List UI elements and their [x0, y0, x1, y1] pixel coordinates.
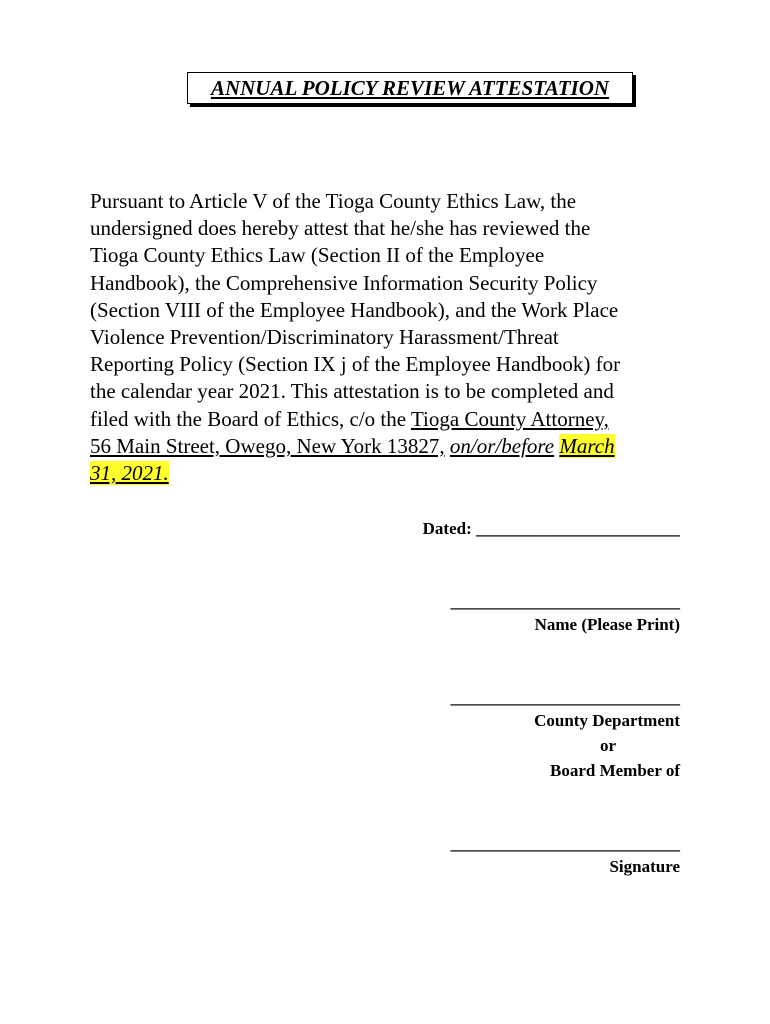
paragraph-line: the calendar year 2021. This attestation is to be completed and: [90, 379, 614, 404]
department-field: [451, 688, 681, 783]
document-title: ANNUAL POLICY REVIEW ATTESTATION: [210, 75, 610, 100]
or-label: or: [599, 736, 616, 755]
dated-field: [423, 516, 680, 541]
department-label: County Department: [534, 711, 680, 730]
title-box: [187, 72, 633, 104]
name-field: [451, 592, 681, 637]
deadline-text: on/or/before: [449, 433, 555, 458]
paragraph-line: [90, 433, 680, 460]
paragraph-line: Reporting Policy (Section IX j of the Employee Handbook) for: [90, 352, 621, 377]
dated-label[interactable]: Dated: ________________________: [422, 519, 680, 538]
paragraph-text: filed with the Board of Ethics, c/o the: [90, 406, 411, 431]
paragraph-line: Violence Prevention/Discriminatory Harassment/Threat: [90, 325, 559, 350]
deadline-date: March: [559, 433, 615, 458]
attestation-paragraph: [90, 188, 680, 487]
signature-line[interactable]: ___________________________: [450, 834, 680, 853]
deadline-date: 31, 2021.: [90, 461, 169, 486]
name-line[interactable]: ___________________________: [450, 592, 680, 611]
paragraph-line: Tioga County Ethics Law (Section II of the Employee: [90, 243, 545, 268]
paragraph-line: (Section VIII of the Employee Handbook), and the Work Place: [90, 297, 619, 322]
name-label: Name (Please Print): [534, 615, 680, 634]
paragraph-line: [90, 406, 680, 433]
department-line[interactable]: ___________________________: [450, 688, 680, 707]
attorney-reference: Tioga County Attorney,: [410, 406, 609, 431]
paragraph-line: undersigned does hereby attest that he/she has reviewed the: [90, 216, 591, 241]
paragraph-line: Handbook), the Comprehensive Information Security Policy: [90, 270, 598, 295]
signature-field: [451, 834, 681, 879]
signature-label: Signature: [609, 857, 680, 876]
board-member-label: Board Member of: [550, 761, 680, 780]
paragraph-line: Pursuant to Article V of the Tioga County Ethics Law, the: [90, 189, 577, 213]
paragraph-line: [90, 460, 680, 487]
attorney-address: 56 Main Street, Owego, New York 13827,: [90, 433, 445, 458]
